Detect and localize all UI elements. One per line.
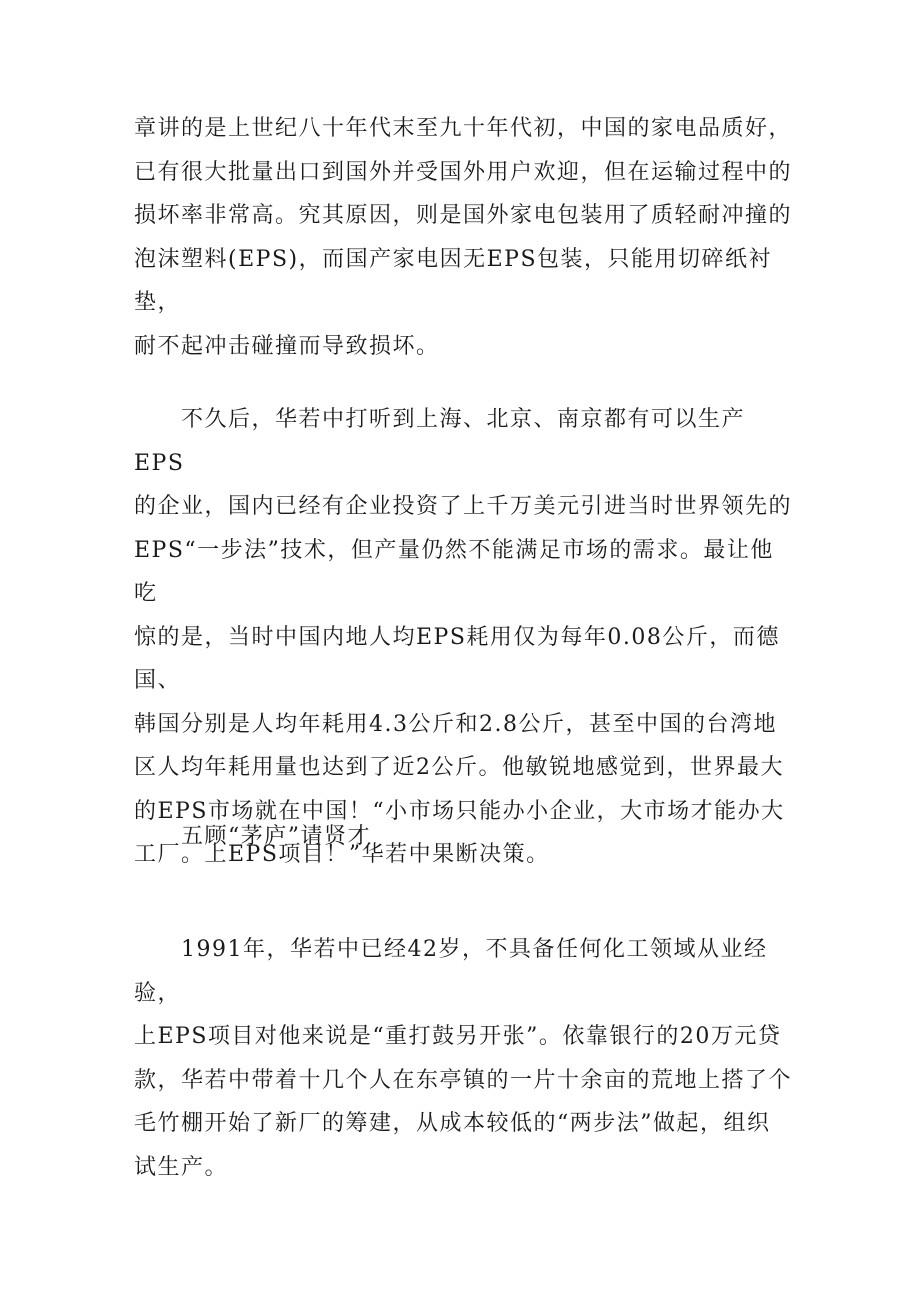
- paragraph-2: 不久后，华若中打听到上海、北京、南京都有可以生产EPS 的企业，国内已经有企业投资了上千万美元引进当时世界领先的 EPS“一步法”技术，但产量仍然不能满足市场的需求。最让他吃 惊的是，当时中国内地人均EPS耗用仅为每年0.08公斤，而德国、 韩国分别是人均年耗用4.3公斤和2.8公斤，甚至中国的台湾地 区人均年耗用量也达到了近2公斤。他敏锐地感觉到，世界最大 的EPS市场就在中国！“小市场只能办小企业，大市场才能办大 工厂。上EPS项目！”华若中果断决策。: [134, 407, 793, 867]
- paragraph-3: 1991年，华若中已经42岁，不具备任何化工领域从业经验， 上EPS项目对他来说是“重打鼓另开张”。依靠银行的20万元贷 款，华若中带着十几个人在东亭镇的一片十余亩的荒地上搭了个 毛竹棚开始了新厂的筹建，从成本较低的“两步法”做起，组织 试生产。: [134, 937, 793, 1180]
- paragraph-1: 章讲的是上世纪八十年代末至九十年代初，中国的家电品质好， 已有很大批量出口到国外并受国外用户欢迎，但在运输过程中的 损坏率非常高。究其原因，则是国外家电包装用了质轻耐冲撞的 泡沫塑料(EPS)，而国产家电因无EPS包装，只能用切碎纸衬垫， 耐不起冲击碰撞而导致损坏。: [134, 116, 793, 359]
- section-heading: 五顾“茅庐”请贤才: [134, 824, 371, 849]
